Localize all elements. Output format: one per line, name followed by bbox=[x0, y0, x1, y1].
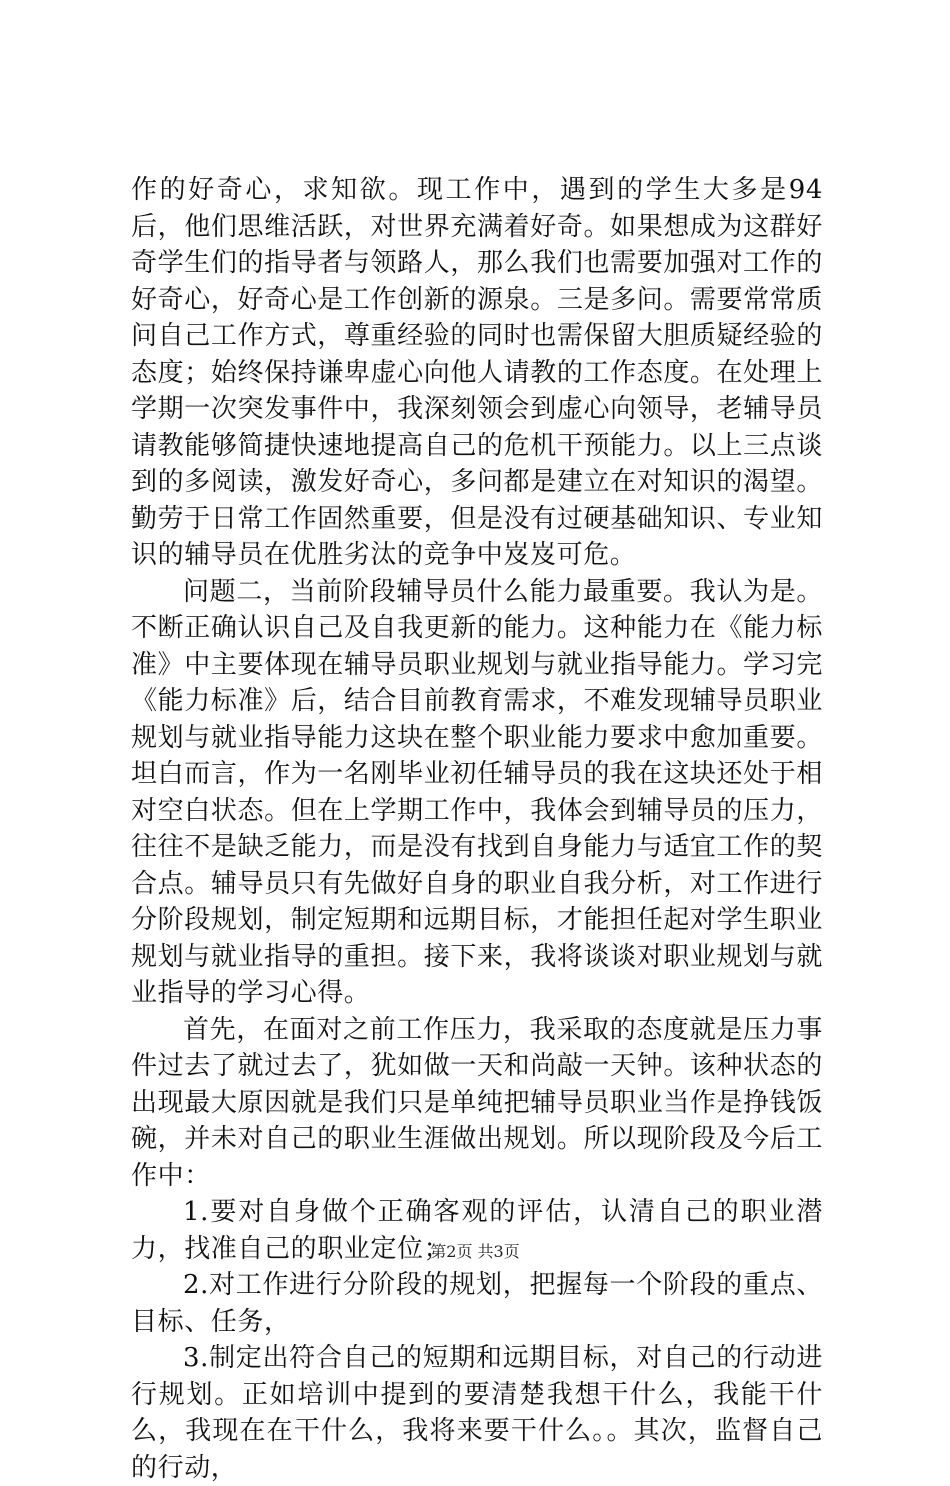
paragraph-2: 问题二，当前阶段辅导员什么能力最重要。我认为是。不断正确认识自己及自我更新的能力。这种能力在《能力标准》中主要体现在辅导员职业规划与就业指导能力。学习完《能力标准》后，结合目前教育需求，不难发现辅导员职业规划与就业指导能力这块在整个职业能力要求中愈加重要。坦白而言，作为一名刚毕业初任辅导员的我在这块还处于相对空白状态。但在上学期工作中，我体会到辅导员的压力，往往不是缺乏能力，而是没有找到自身能力与适宜工作的契合点。辅导员只有先做好自身的职业自我分析，对工作进行分阶段规划，制定短期和远期目标，才能担任起对学生职业规划与就业指导的重担。接下来，我将谈谈对职业规划与就业指导的学习心得。 bbox=[131, 576, 823, 1008]
paragraph-3: 首先，在面对之前工作压力，我采取的态度就是压力事件过去了就过去了，犹如做一天和尚敲一天钟。该种状态的出现最大原因就是我们只是单纯把辅导员职业当作是挣钱饭碗，并未对自己的职业生涯做出规划。所以现阶段及今后工作中： bbox=[131, 1014, 823, 1191]
list-item-1: 1.要对自身做个正确客观的评估，认清自己的职业潜力，找准自己的职业定位； bbox=[131, 1197, 823, 1264]
list-item-3: 3.制定出符合自己的短期和远期目标，对自己的行动进行规划。正如培训中提到的要清楚我想干什么，我能干什么，我现在在干什么，我将来要干什么。。其次，监督自己的行动， bbox=[131, 1343, 823, 1483]
document-body bbox=[131, 172, 823, 1486]
page-footer: 第2页 共3页 bbox=[430, 1242, 520, 1261]
paragraph-1: 作的好奇心，求知欲。现工作中，遇到的学生大多是94后，他们思维活跃，对世界充满着好奇。如果想成为这群好奇学生们的指导者与领路人，那么我们也需要加强对工作的好奇心，好奇心是工作创新的源泉。三是多问。需要常常质问自己工作方式，尊重经验的同时也需保留大胆质疑经验的态度；始终保持谦卑虚心向他人请教的工作态度。在处理上学期一次突发事件中，我深刻领会到虚心向领导，老辅导员请教能够简捷快速地提高自己的危机干预能力。以上三点谈到的多阅读，激发好奇心，多问都是建立在对知识的渴望。勤劳于日常工作固然重要，但是没有过硬基础知识、专业知识的辅导员在优胜劣汰的竞争中岌岌可危。 bbox=[131, 175, 823, 570]
list-item-2: 2.对工作进行分阶段的规划，把握每一个阶段的重点、目标、任务， bbox=[131, 1270, 823, 1337]
